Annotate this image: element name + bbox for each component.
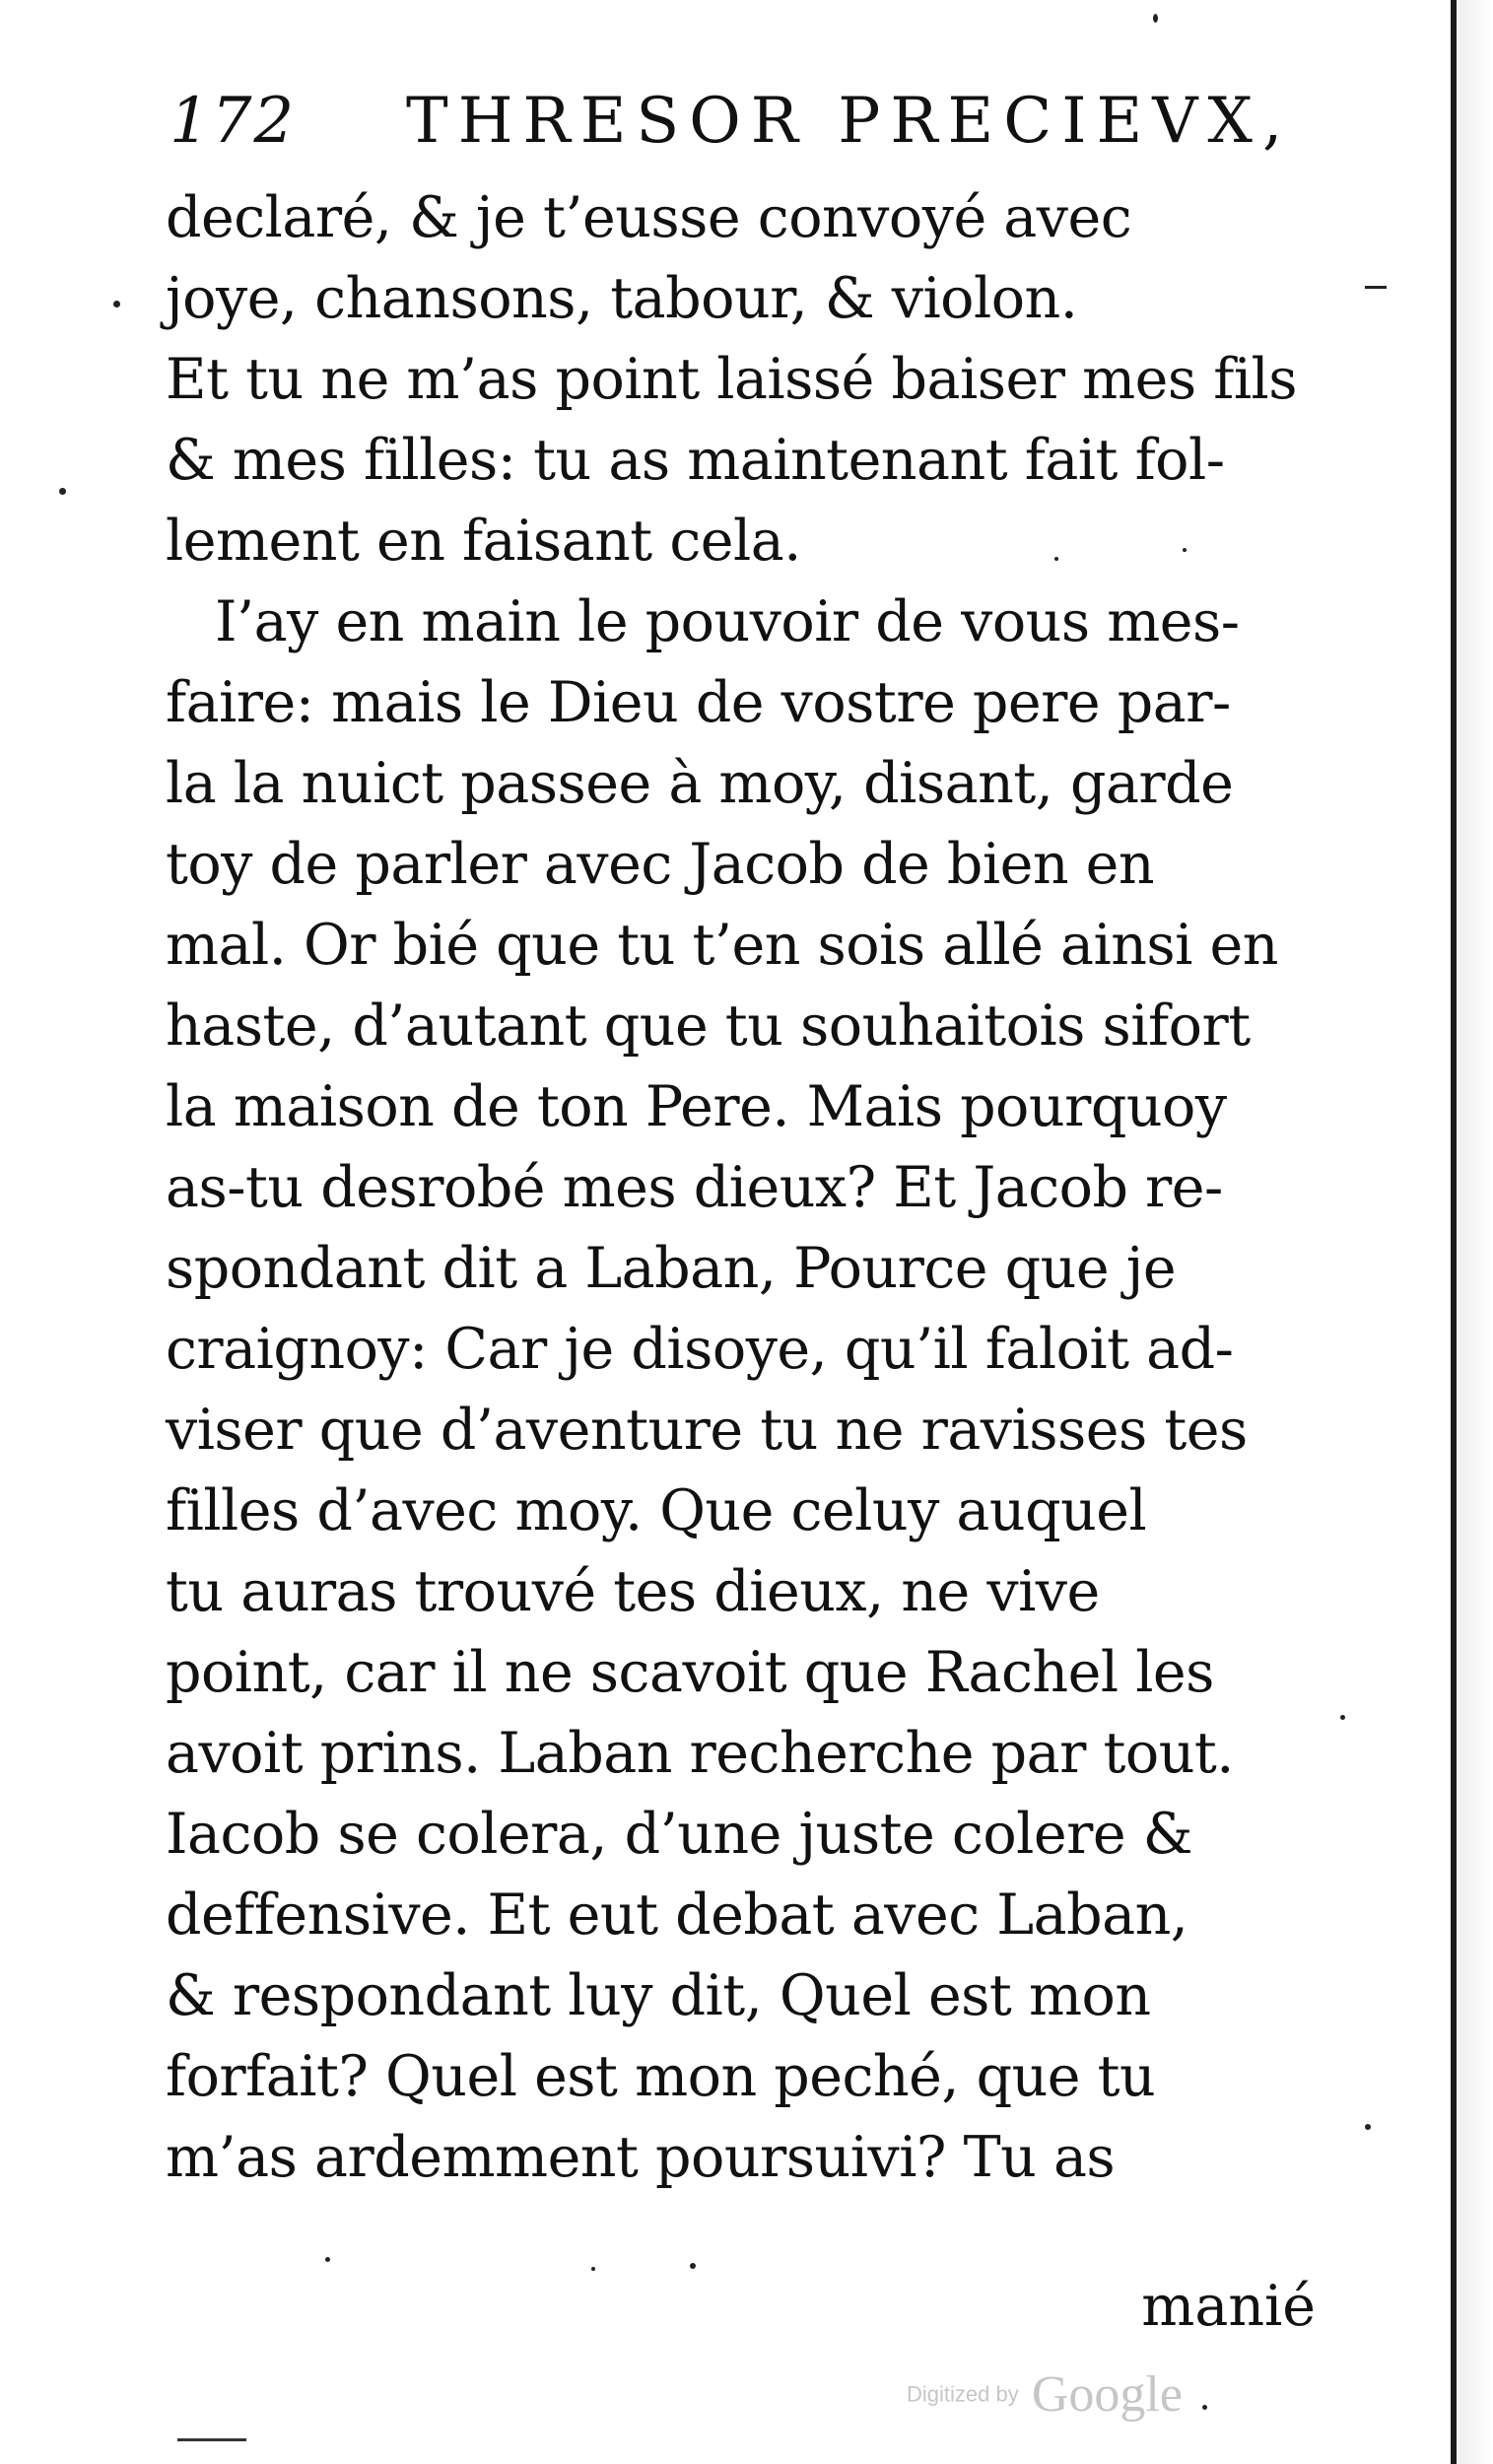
text-line: Et tu ne m’as point laissé baiser mes fils [166,347,1298,412]
text-line: spondant dit a Laban, Pource que je [166,1236,1177,1301]
text-line: mal. Or bié que tu t’en sois allé ainsi en [166,913,1278,978]
text-line: viser que d’aventure tu ne ravisses tes [166,1398,1248,1463]
text-line: la maison de ton Pere. Mais pourquoy [166,1074,1227,1139]
text-line: as-tu desrobé mes dieux? Et Jacob re- [166,1155,1223,1220]
speck [1202,2405,1207,2410]
text-line: Iacob se colera, d’une juste colere & [166,1802,1192,1867]
text-line: lement en faisant cela. [166,509,801,574]
text-line: faire: mais le Dieu de vostre pere par- [166,670,1231,735]
bottom-rule [177,2438,246,2441]
text-line: & mes filles: tu as maintenant fait fol- [166,428,1225,493]
text-line: avoit prins. Laban recherche par tout. [166,1721,1234,1786]
text-line: craignoy: Car je disoye, qu’il faloit ad- [166,1317,1234,1382]
text-line: haste, d’autant que tu souhaitois sifort [166,993,1251,1059]
speck [591,2267,595,2271]
speck [1054,557,1058,561]
running-title: THRESOR PRECIEVX, [406,85,1293,158]
speck [1153,14,1158,23]
digitized-watermark [907,2365,1183,2434]
text-line: forfait? Quel est mon peché, que tu [166,2044,1156,2109]
body-text [166,177,1328,2198]
speck [113,301,120,308]
speck [59,488,66,495]
page-number: 172 [170,85,297,158]
speck [325,2257,330,2262]
watermark-small-text: Digitized by [907,2381,1019,2407]
speck [1365,286,1387,289]
text-line: point, car il ne scavoit que Rachel les [166,1640,1214,1705]
text-line: joye, chansons, tabour, & violon. [166,266,1078,331]
speck [1183,548,1187,552]
page-header [170,77,1332,166]
speck [690,2263,696,2269]
text-line: tu auras trouvé tes dieux, ne vive [166,1559,1100,1624]
speck [1365,2124,1371,2130]
text-line: & respondant luy dit, Quel est mon [166,1963,1151,2028]
catchword: manié [1141,2274,1316,2339]
text-line: filles d’avec moy. Que celuy auquel [166,1478,1147,1543]
text-line: la la nuict passee à moy, disant, garde [166,751,1234,816]
page-edge-gradient [1457,0,1493,2464]
text-line: m’as ardemment poursuivi? Tu as [166,2125,1116,2190]
text-line: deffensive. Et eut debat avec Laban, [166,1882,1188,1948]
speck [1340,1715,1345,1720]
text-line: declaré, & je t’eusse convoyé avec [166,185,1132,250]
google-logo: Google [1031,2366,1183,2423]
text-line: I’ay en main le pouvoir de vous mes- [215,589,1240,654]
text-line: toy de parler avec Jacob de bien en [166,832,1155,897]
